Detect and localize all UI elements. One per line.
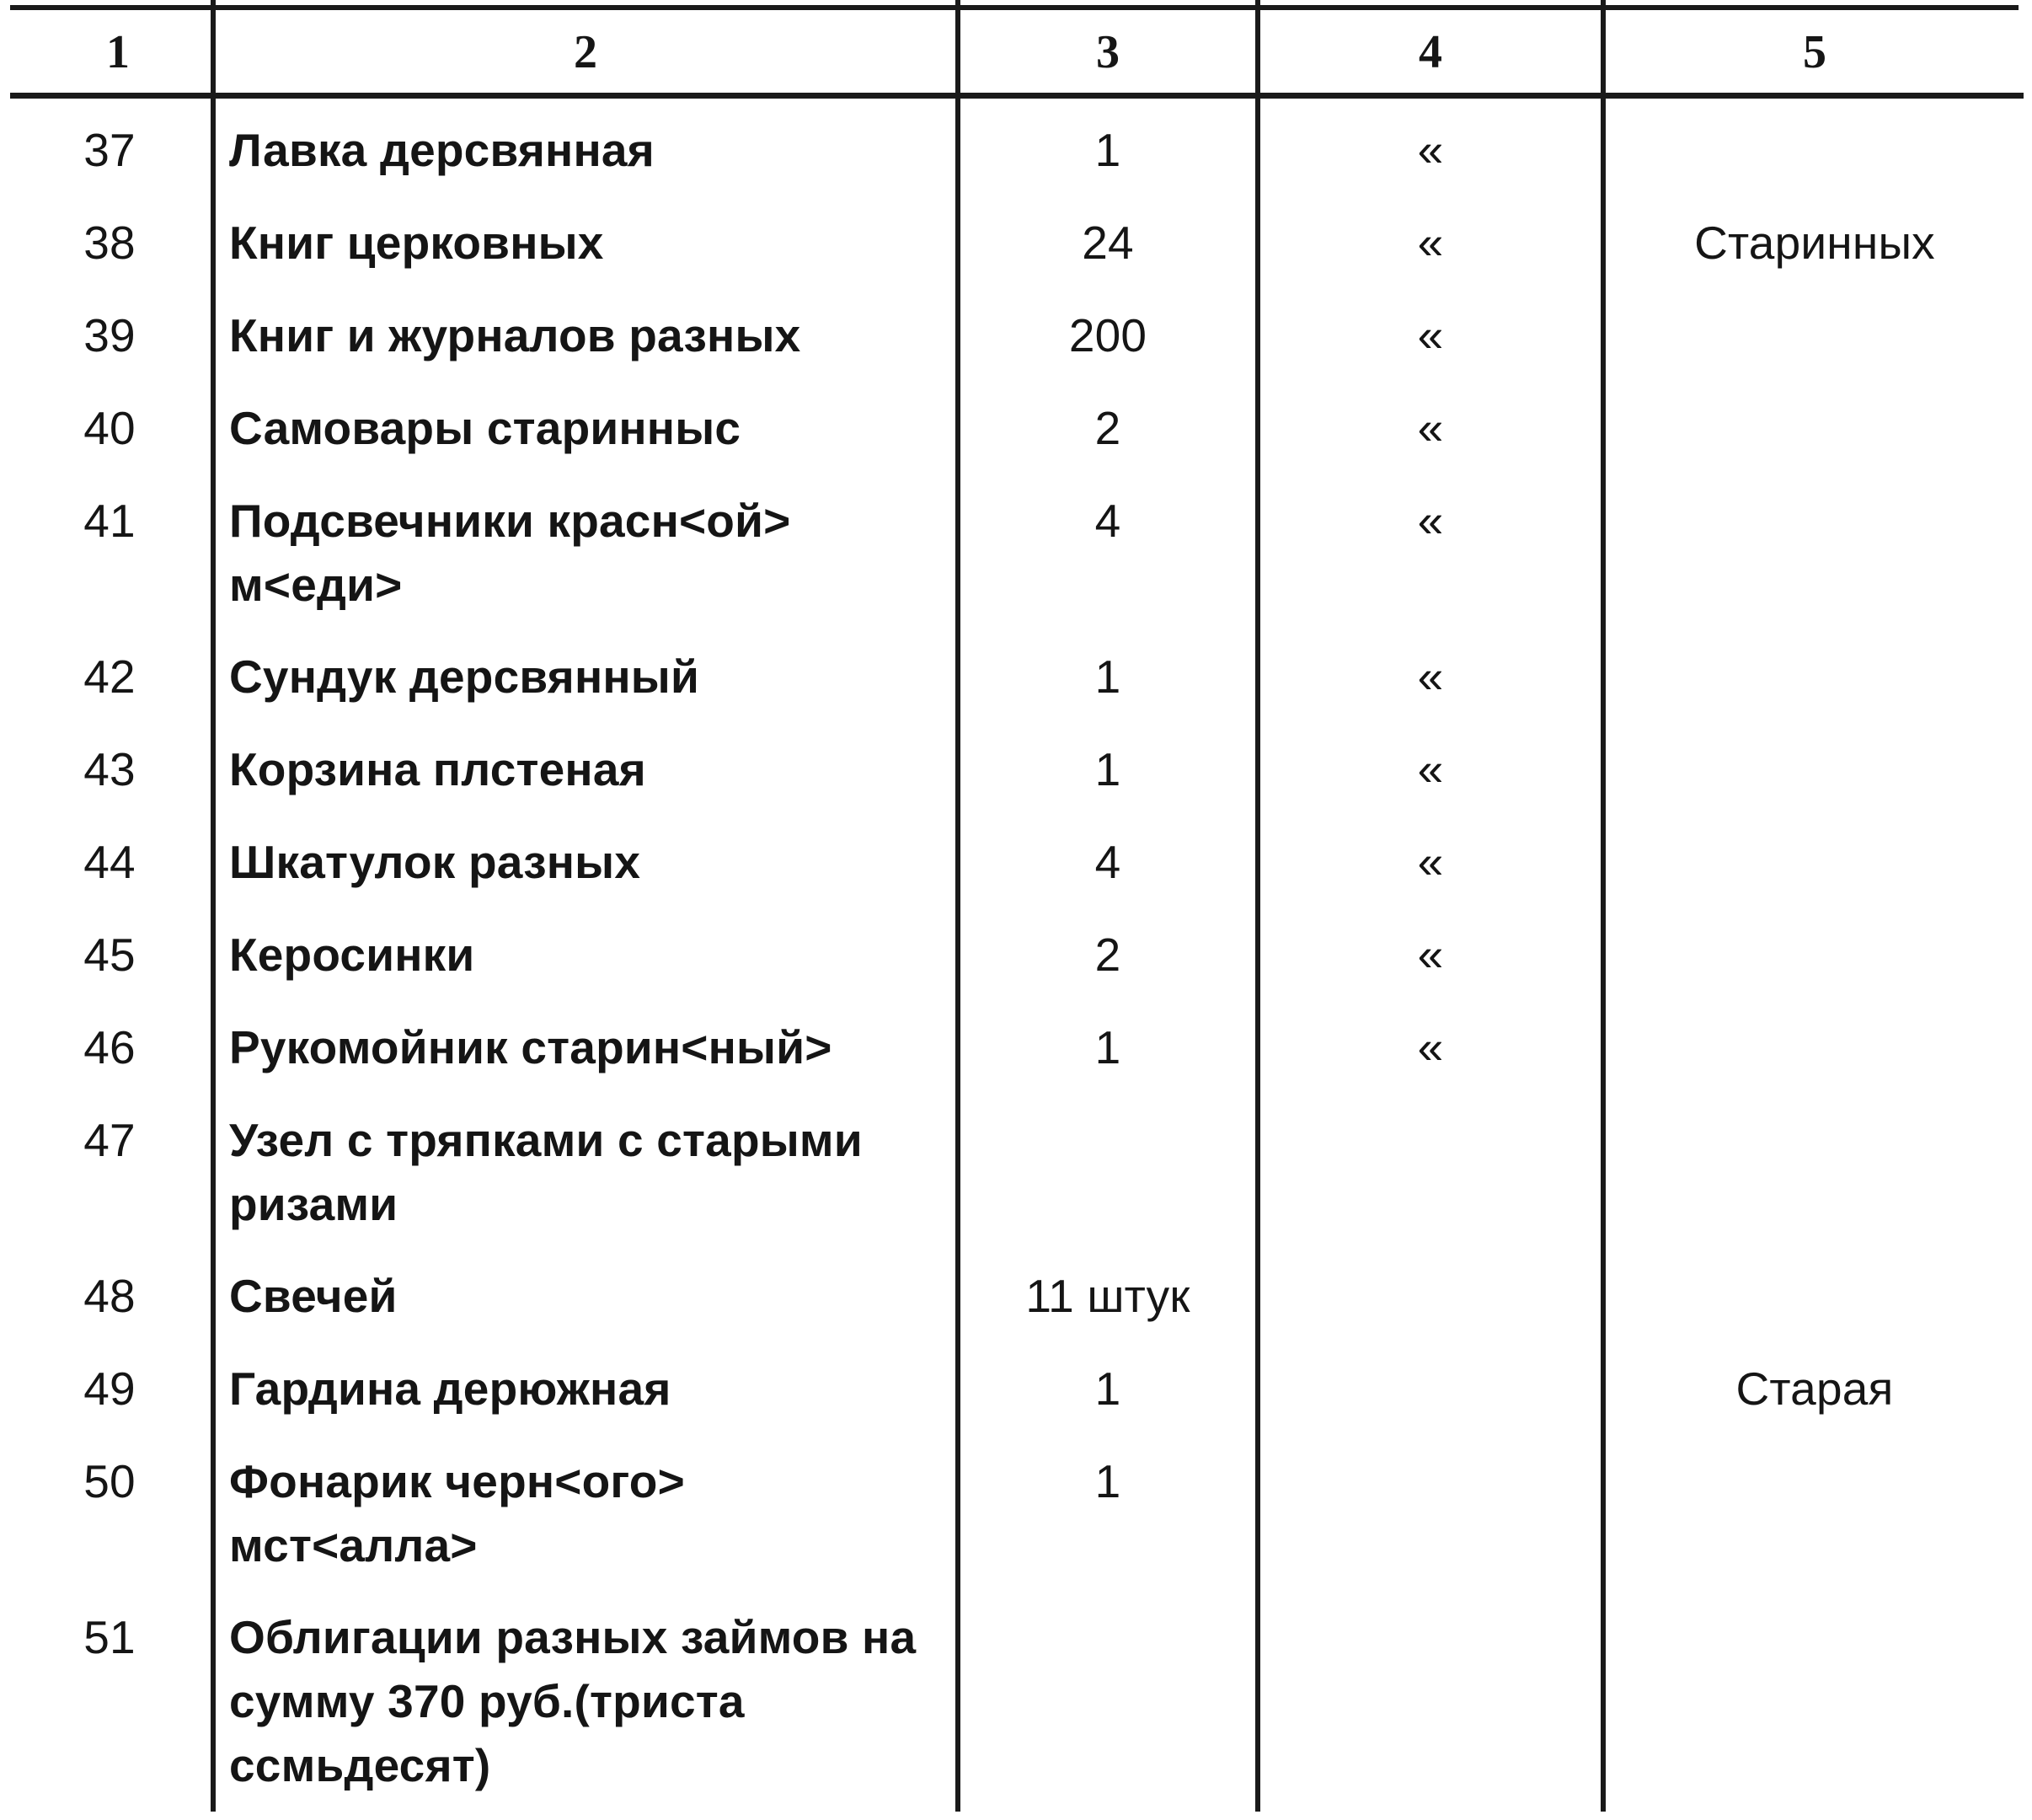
row-number: 41 <box>83 495 136 547</box>
item-name: Узел с тряпками с старыми ризами <box>229 1114 863 1230</box>
row-number: 42 <box>83 650 136 703</box>
item-name: Шкатулок разных <box>229 836 641 888</box>
item-name: Корзина плстеная <box>229 743 646 795</box>
row-number: 40 <box>83 402 136 454</box>
item-quantity: 1 <box>1094 1362 1121 1415</box>
item-name: Сундук дерсвянный <box>229 650 699 703</box>
item-name: Рукомойник старин<ный> <box>229 1021 832 1073</box>
item-ditto-mark: « <box>1417 650 1444 703</box>
item-ditto-mark: « <box>1417 495 1444 547</box>
item-quantity: 2 <box>1094 402 1121 454</box>
item-ditto-mark: « <box>1417 402 1444 454</box>
item-quantity: 200 <box>1068 309 1147 361</box>
item-quantity: 4 <box>1094 495 1121 547</box>
row-number: 50 <box>83 1455 136 1507</box>
row-number: 47 <box>83 1114 136 1166</box>
row-number: 38 <box>83 217 136 269</box>
item-ditto-mark: « <box>1417 217 1444 269</box>
item-quantity: 1 <box>1094 1021 1121 1073</box>
item-ditto-mark: « <box>1417 836 1444 888</box>
header-rule <box>10 93 2024 99</box>
item-quantity: 24 <box>1082 217 1134 269</box>
item-name: Свечей <box>229 1270 398 1322</box>
item-ditto-mark: « <box>1417 124 1444 176</box>
row-number: 39 <box>83 309 136 361</box>
item-quantity: 11 штук <box>1025 1270 1190 1322</box>
item-name: Гардина дерюжная <box>229 1362 671 1415</box>
item-quantity: 4 <box>1094 836 1121 888</box>
row-number: 43 <box>83 743 136 795</box>
item-ditto-mark: « <box>1417 309 1444 361</box>
row-number: 49 <box>83 1362 136 1415</box>
column-header-1: 1 <box>106 26 130 78</box>
item-name: Самовары старинныс <box>229 402 741 454</box>
item-quantity: 1 <box>1094 743 1121 795</box>
item-quantity: 1 <box>1094 124 1121 176</box>
item-note: Старинных <box>1694 217 1935 269</box>
top-rule <box>10 5 2019 10</box>
item-quantity: 2 <box>1094 929 1121 981</box>
row-number: 45 <box>83 929 136 981</box>
item-name: Облигации разных займов на сумму 370 руб.(триста ссмьдесят) <box>229 1611 917 1791</box>
item-name: Книг церковных <box>229 217 604 269</box>
column-header-2: 2 <box>574 26 597 78</box>
row-number: 48 <box>83 1270 136 1322</box>
item-ditto-mark: « <box>1417 743 1444 795</box>
row-number: 37 <box>83 124 136 176</box>
item-ditto-mark: « <box>1417 929 1444 981</box>
item-name: Фонарик черн<ого> мст<алла> <box>229 1455 685 1571</box>
item-name: Книг и журналов разных <box>229 309 801 361</box>
item-name: Керосинки <box>229 929 475 981</box>
column-header-4: 4 <box>1419 26 1442 78</box>
item-note: Старая <box>1735 1362 1894 1415</box>
row-number: 51 <box>83 1611 136 1663</box>
column-header-3: 3 <box>1096 26 1120 78</box>
item-name: Подсвечники красн<ой> м<еди> <box>229 495 791 611</box>
item-name: Лавка дерсвянная <box>229 124 655 176</box>
item-ditto-mark: « <box>1417 1021 1444 1073</box>
row-number: 46 <box>83 1021 136 1073</box>
column-divider-1 <box>211 0 216 1812</box>
column-header-5: 5 <box>1803 26 1826 78</box>
row-number: 44 <box>83 836 136 888</box>
item-quantity: 1 <box>1094 650 1121 703</box>
item-quantity: 1 <box>1094 1455 1121 1507</box>
